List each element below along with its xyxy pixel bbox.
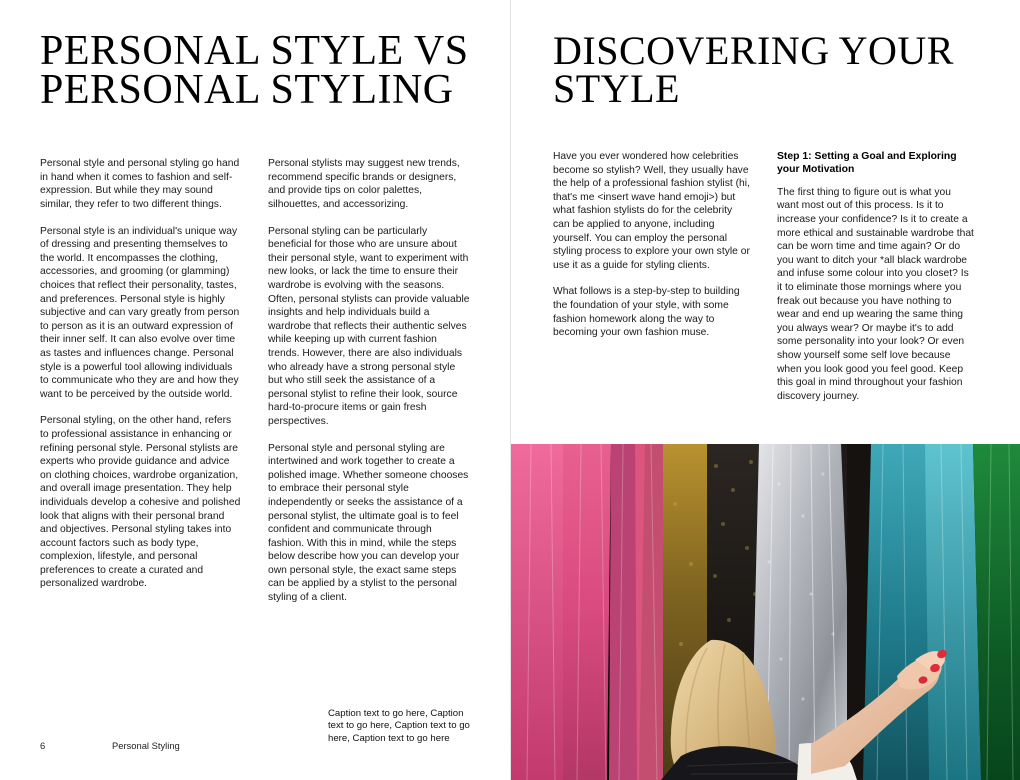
right-column-2 bbox=[777, 150, 975, 416]
paragraph: Have you ever wondered how celebrities become so stylish? Well, they usually have the help of a professional fashion stylist (hi, that's me <insert wave hand emoji>) but what fashion stylists do for the celebrity can be applied to anyone, including yourself. You can employ the personal styling process to explore your own style or use it as a guide for styling clients. bbox=[553, 151, 750, 271]
paragraph: Personal style and personal styling are intertwined and work together to create a polished image. Whether someone chooses to embrace their personal style independently or seeks the assistance of a personal stylist, the ultimate goal is to feel confident and communicate through fashion. With this in mind, while the steps below describe how you can develop your own personal style, the exact same steps can be applied by a stylist to the personal styling of a client. bbox=[268, 442, 469, 604]
paragraph: Personal style is an individual's unique way of dressing and presenting themselves to the world. It encompasses the clothing, accessories, and grooming (or glamming) choices that reflect their personality, tastes, and preferences. Personal style is highly subjective and can vary greatly from person to person as it is an outward expression of their inner self. It can also evolve over time as tastes and influences change. Personal style is a powerful tool allowing individuals to communicate who they are and how they want to be perceived by the outside world. bbox=[40, 225, 240, 400]
figure-caption: Caption text to go here, Caption text to go here, Caption text to go here, Caption text to go here bbox=[328, 708, 470, 744]
page-number: 6 bbox=[40, 740, 46, 751]
left-column-2 bbox=[268, 157, 470, 617]
clothing-rack-photo bbox=[511, 444, 1020, 780]
left-page-title: PERSONAL STYLE VS PERSONAL STYLING bbox=[40, 28, 469, 113]
left-page-columns bbox=[40, 157, 470, 617]
right-page bbox=[510, 0, 1020, 780]
paragraph: Personal styling, on the other hand, refers to professional assistance in enhancing or refining personal style. Personal stylists are experts who provide guidance and advice on clothing choices, wardrobe organization, and overall image presentation. They help individuals develop a cohesive and polished look that aligns with their personal brand and objectives. Personal styling takes into account factors such as body type, complexion, lifestyle, and personal preferences to create a curated and personalized wardrobe. bbox=[40, 415, 241, 590]
paragraph: The first thing to figure out is what you want most out of this process. Is it to increase your confidence? Is it to create a more ethical and sustainable wardrobe that can be worn time and time again? Or do you want to ditch your *all black wardrobe and infuse some colour into you closet? Is it to eliminate those mornings where you freak out because you have nothing to wear and end up wearing the same thing you always wear? Or maybe it's to add some personality into your look? Or even show yourself some self love because when you look good you feel good. Keep this goal in mind throughout your fashion discovery journey. bbox=[777, 186, 974, 402]
photo-illustration bbox=[511, 444, 1020, 780]
left-column-1 bbox=[40, 157, 242, 617]
right-column-1 bbox=[553, 150, 751, 416]
running-header-label: Personal Styling bbox=[112, 740, 180, 751]
right-page-columns bbox=[553, 150, 980, 416]
paragraph: Personal styling can be particularly beneficial for those who are unsure about their personal style, want to experiment with new looks, or lack the time to ensure their wardrobe is evolving with the seasons. Often, personal stylists can provide valuable insights and help individuals build a wardrobe that reflects their authentic selves while keeping up with current fashion trends. However, there are also individuals who already have a strong personal style but who still seek the assistance of a personal stylist to refine their look, source hard-to-procure items or gain fresh perspectives. bbox=[268, 225, 470, 427]
paragraph: What follows is a step-by-step to building the foundation of your style, with some fashion homework along the way to becoming your own fashion muse. bbox=[553, 286, 740, 339]
right-page-title: DISCOVERING YOUR STYLE bbox=[553, 28, 954, 111]
step-heading: Step 1: Setting a Goal and Exploring your Motivation bbox=[777, 151, 957, 176]
paragraph: Personal stylists may suggest new trends, recommend specific brands or designers, and provide tips on color palettes, silhouettes, and accessorizing. bbox=[268, 158, 460, 211]
paragraph: Personal style and personal styling go hand in hand when it comes to fashion and self-expression. But while they may sound similar, they refer to two different things. bbox=[40, 158, 240, 211]
